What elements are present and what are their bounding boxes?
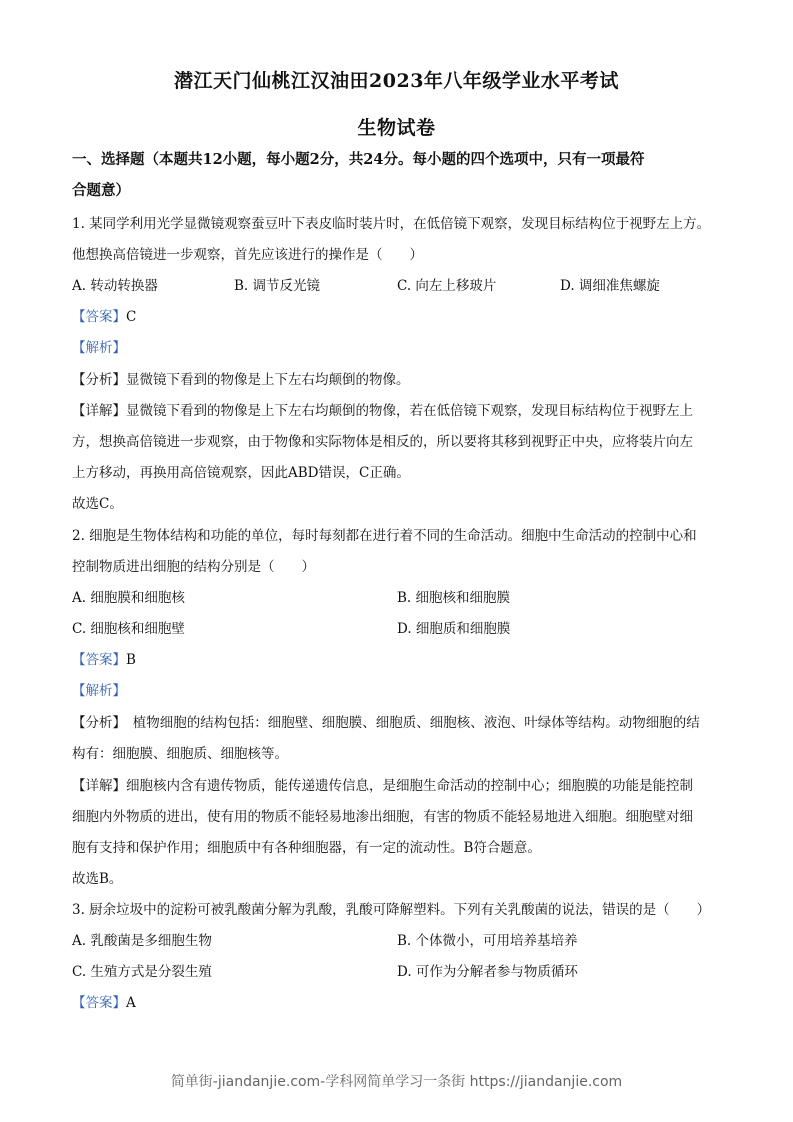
q2-option-d: D. 细胞质和细胞膜 xyxy=(397,621,511,637)
q1-answer-value: C xyxy=(126,309,137,325)
q1-option-b: B. 调节反光镜 xyxy=(234,278,321,294)
q1-option-a: A. 转动转换器 xyxy=(72,278,158,294)
q2-answer xyxy=(72,650,732,670)
q1-detail-line1 xyxy=(72,401,732,421)
answer-tag: 【答案】 xyxy=(72,995,126,1011)
q1-option-d: D. 调细准焦螺旋 xyxy=(560,278,660,294)
section-heading-line1: 一、选择题（本题共12小题，每小题2分，共24分。每小题的四个选项中，只有一项最符 xyxy=(72,151,645,168)
q1-conclusion: 故选C。 xyxy=(72,496,123,512)
q1-detail-text1: 显微镜下看到的物像是上下左右均颠倒的物像，若在低倍镜下观察，发现目标结构位于视野左上 xyxy=(126,403,693,419)
answer-tag: 【答案】 xyxy=(72,309,126,325)
q2-stem-line2: 控制物质进出细胞的结构分别是（ ） xyxy=(72,559,315,575)
q2-option-a: A. 细胞膜和细胞核 xyxy=(72,590,185,606)
q1-detail-line3: 上方移动，再换用高倍镜观察，因此ABD错误，C正确。 xyxy=(72,465,410,481)
q2-fenxi-line2: 构有：细胞膜、细胞质、细胞核等。 xyxy=(72,746,288,762)
q2-conclusion: 故选B。 xyxy=(72,871,123,887)
exam-title: 潜江天门仙桃江汉油田2023年八年级学业水平考试 xyxy=(174,70,619,92)
footer-watermark: 简单街-jiandanjie.com-学科网简单学习一条街 https://jiandanjie.com xyxy=(170,1074,623,1090)
q2-option-b: B. 细胞核和细胞膜 xyxy=(397,590,511,606)
fenxi-tag: 【分析】 xyxy=(72,715,120,731)
q2-fenxi-line1 xyxy=(72,713,732,733)
q2-detail-text1: 细胞核内含有遗传物质，能传递遗传信息，是细胞生命活动的控制中心；细胞膜的功能是能控制 xyxy=(126,778,693,794)
detail-tag: 【详解】 xyxy=(72,778,126,794)
q1-stem-line1: 1. 某同学利用光学显微镜观察蚕豆叶下表皮临时装片时，在低倍镜下观察，发现目标结构位于视野左上方。 xyxy=(72,216,711,232)
q2-fenxi-text1: 植物细胞的结构包括：细胞壁、细胞膜、细胞质、细胞核、液泡、叶绿体等结构。动物细胞的结 xyxy=(119,715,700,731)
q2-detail-line2: 细胞内外物质的进出，使有用的物质不能轻易地渗出细胞，有害的物质不能轻易地进入细胞。细胞壁对细 xyxy=(72,809,693,825)
fenxi-tag: 【分析】 xyxy=(72,372,126,388)
q3-option-d: D. 可作为分解者参与物质循环 xyxy=(397,964,578,980)
answer-tag: 【答案】 xyxy=(72,652,126,668)
q2-answer-value: B xyxy=(126,652,136,668)
q1-detail-line2: 方，想换高倍镜进一步观察，由于物像和实际物体是相反的，所以要将其移到视野正中央，应将装片向左 xyxy=(72,434,693,450)
q3-answer xyxy=(72,993,732,1013)
section-heading-line2: 合题意） xyxy=(72,182,130,199)
q1-stem-line2: 他想换高倍镜进一步观察，首先应该进行的操作是（ ） xyxy=(72,247,423,263)
q1-fenxi-text: 显微镜下看到的物像是上下左右均颠倒的物像。 xyxy=(126,372,410,388)
q1-answer xyxy=(72,307,732,327)
q1-fenxi xyxy=(72,370,732,390)
q2-option-c: C. 细胞核和细胞壁 xyxy=(72,621,185,637)
detail-tag: 【详解】 xyxy=(72,403,126,419)
q3-option-c: C. 生殖方式是分裂生殖 xyxy=(72,964,212,980)
q3-option-a: A. 乳酸菌是多细胞生物 xyxy=(72,933,212,949)
q1-analysis-tag: 【解析】 xyxy=(72,340,126,356)
q3-answer-value: A xyxy=(126,995,136,1011)
q2-detail-line1 xyxy=(72,776,732,796)
q3-stem-line1: 3. 厨余垃圾中的淀粉可被乳酸菌分解为乳酸，乳酸可降解塑料。下列有关乳酸菌的说法，错误的是（ ） xyxy=(72,902,711,918)
exam-subtitle: 生物试卷 xyxy=(357,117,436,139)
q3-option-b: B. 个体微小，可用培养基培养 xyxy=(397,933,578,949)
q2-analysis-tag: 【解析】 xyxy=(72,683,126,699)
q1-option-c: C. 向左上移玻片 xyxy=(397,278,497,294)
q2-stem-line1: 2. 细胞是生物体结构和功能的单位，每时每刻都在进行着不同的生命活动。细胞中生命活动的控制中心和 xyxy=(72,528,697,544)
q2-detail-line3: 胞有支持和保护作用；细胞质中有各种细胞器，有一定的流动性。B符合题意。 xyxy=(72,840,541,856)
